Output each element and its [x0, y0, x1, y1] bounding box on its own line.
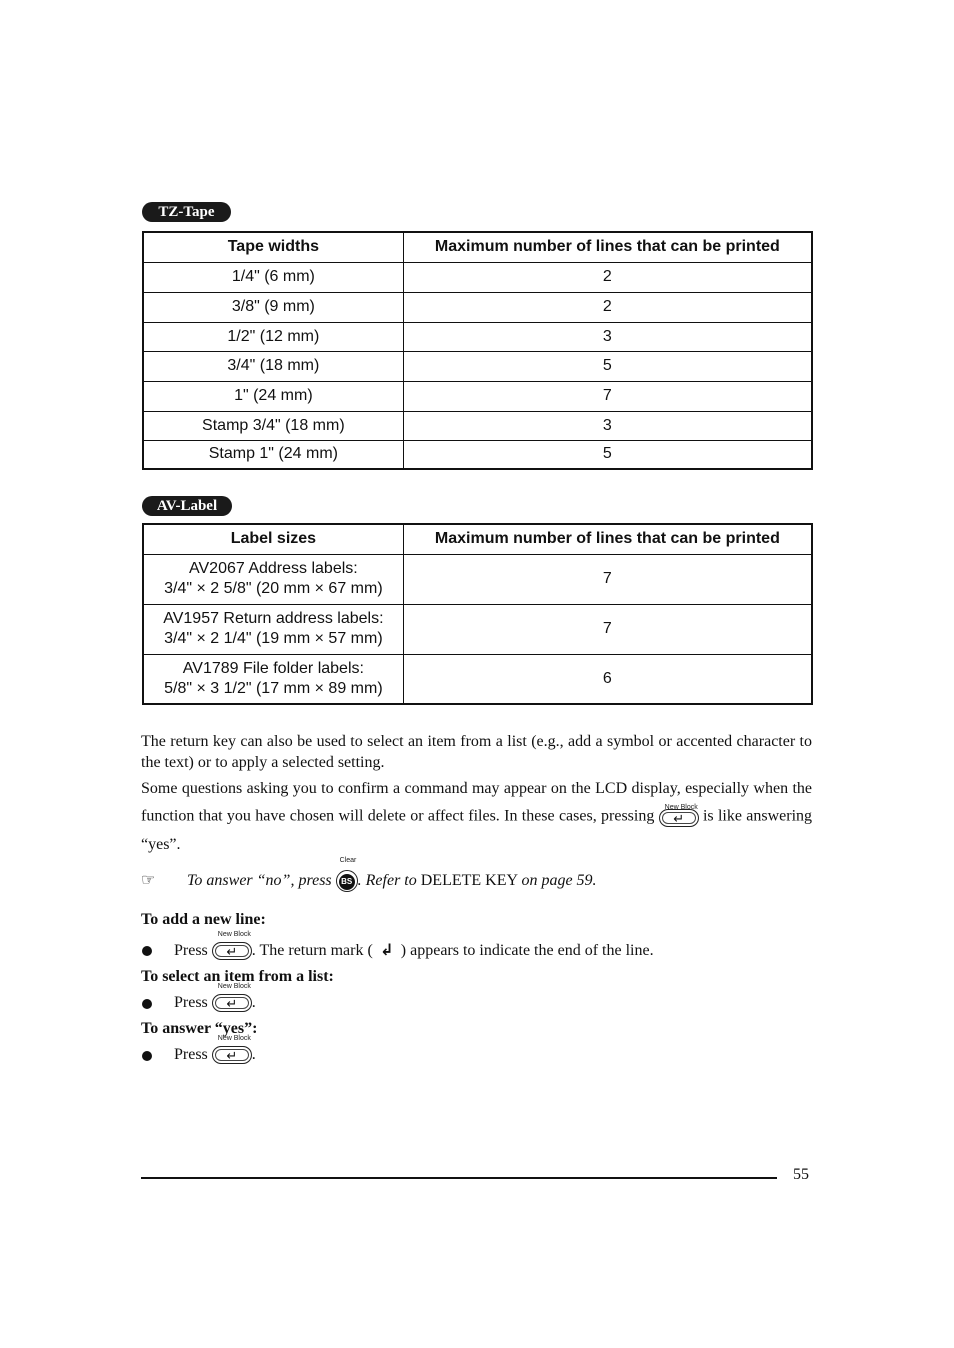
label-name: AV2067 Address labels: — [189, 560, 358, 577]
paragraph-confirm — [141, 776, 812, 858]
column-header: Maximum number of lines that can be printed — [403, 232, 812, 262]
footer-rule — [141, 1177, 777, 1179]
tape-width-cell: 3/4" (18 mm) — [143, 351, 403, 381]
max-lines-cell: 3 — [403, 411, 812, 440]
table-row — [143, 554, 812, 604]
bs-key-icon — [336, 870, 358, 892]
return-key-icon: ↵ — [212, 942, 252, 960]
note-text: . Refer to — [357, 872, 417, 889]
label-size-cell — [143, 654, 403, 704]
table-row — [143, 262, 812, 292]
tape-width-cell: 3/8" (9 mm) — [143, 292, 403, 322]
return-key-icon: ↵ — [659, 809, 699, 827]
bullet-item — [141, 983, 256, 1013]
max-lines-cell: 3 — [403, 322, 812, 351]
new-block-key — [212, 983, 252, 1013]
section-heading: To answer “yes”: — [141, 1020, 258, 1037]
tz-tape-badge: TZ-Tape — [142, 202, 231, 222]
press-text: Press — [174, 994, 208, 1012]
table-row — [143, 292, 812, 322]
table-row — [143, 440, 812, 469]
label-dimensions: 5/8" × 3 1/2" (17 mm × 89 mm) — [164, 679, 383, 697]
note-reference: DELETE KEY — [420, 872, 518, 889]
key-caption: New Block — [217, 1035, 251, 1042]
column-header: Label sizes — [143, 524, 403, 554]
column-header: Maximum number of lines that can be printed — [403, 524, 812, 554]
table-row — [143, 322, 812, 351]
max-lines-cell: 7 — [403, 554, 812, 604]
max-lines-cell: 2 — [403, 292, 812, 322]
table-row — [143, 604, 812, 654]
bullet-icon — [142, 999, 152, 1009]
table-row — [143, 381, 812, 411]
pointing-hand-icon: ☞ — [141, 872, 156, 889]
key-caption: New Block — [664, 804, 698, 811]
section-heading: To add a new line: — [141, 911, 266, 928]
table-row — [143, 351, 812, 381]
max-lines-cell: 7 — [403, 381, 812, 411]
bullet-text: . — [251, 994, 256, 1012]
max-lines-cell: 7 — [403, 604, 812, 654]
tz-tape-table — [142, 231, 813, 470]
label-name: AV1789 File folder labels: — [182, 659, 364, 677]
tape-width-cell: Stamp 3/4" (18 mm) — [143, 411, 403, 440]
bullet-item — [141, 930, 654, 961]
label-name: AV1957 Return address labels: — [163, 610, 384, 627]
av-label-table — [142, 523, 813, 705]
bs-label: BS — [339, 874, 355, 890]
new-block-key — [212, 930, 252, 961]
new-block-key — [212, 1035, 252, 1065]
page-number: 55 — [793, 1166, 809, 1183]
bullet-text: ) appears to indicate the end of the line. — [400, 942, 654, 959]
tape-width-cell: 1/2" (12 mm) — [143, 322, 403, 351]
paragraph-return-key: The return key can also be used to select an item from a list (e.g., add a symbol or accented character to the text) or to apply a selected setting. — [141, 733, 812, 771]
tape-width-cell: 1/4" (6 mm) — [143, 262, 403, 292]
max-lines-cell: 2 — [403, 262, 812, 292]
max-lines-cell: 5 — [403, 440, 812, 469]
column-header: Tape widths — [143, 232, 403, 262]
key-caption: New Block — [217, 983, 251, 990]
tape-width-cell: Stamp 1" (24 mm) — [143, 440, 403, 469]
label-size-cell — [143, 554, 403, 604]
max-lines-cell: 5 — [403, 351, 812, 381]
note-line — [141, 857, 597, 892]
av-label-badge: AV-Label — [142, 496, 232, 516]
return-key-icon: ↵ — [212, 994, 252, 1012]
bullet-icon — [142, 946, 152, 956]
table-row — [143, 654, 812, 704]
new-block-key — [659, 806, 699, 832]
press-text: Press — [174, 942, 208, 959]
paragraph-confirm-end: is like answering “yes”. — [141, 807, 813, 853]
bullet-text: . — [251, 1046, 256, 1064]
return-mark-icon: ↲ — [380, 940, 394, 959]
paragraph-confirm-text: Some questions asking you to confirm a command may appear on the LCD display, especially when the function that you have chosen will delete or affect files. In these cases, pressing — [141, 780, 812, 825]
note-text: on page 59. — [521, 872, 597, 889]
tape-width-cell: 1" (24 mm) — [143, 381, 403, 411]
table-header-row — [143, 232, 812, 262]
press-text: Press — [174, 1046, 208, 1064]
table-header-row — [143, 524, 812, 554]
section-heading: To select an item from a list: — [141, 968, 334, 985]
table-row — [143, 411, 812, 440]
max-lines-cell: 6 — [403, 654, 812, 704]
note-text: To answer “no”, press — [187, 872, 332, 889]
label-dimensions: 3/4" × 2 5/8" (20 mm × 67 mm) — [164, 580, 383, 597]
bullet-icon — [142, 1051, 152, 1061]
key-caption: New Block — [217, 930, 251, 938]
clear-bs-key — [336, 857, 358, 892]
return-key-icon: ↵ — [212, 1046, 252, 1064]
label-dimensions: 3/4" × 2 1/4" (19 mm × 57 mm) — [164, 630, 383, 647]
bullet-text: . The return mark ( — [251, 942, 373, 959]
label-size-cell — [143, 604, 403, 654]
bullet-item — [141, 1035, 256, 1065]
key-caption: Clear — [339, 857, 357, 865]
